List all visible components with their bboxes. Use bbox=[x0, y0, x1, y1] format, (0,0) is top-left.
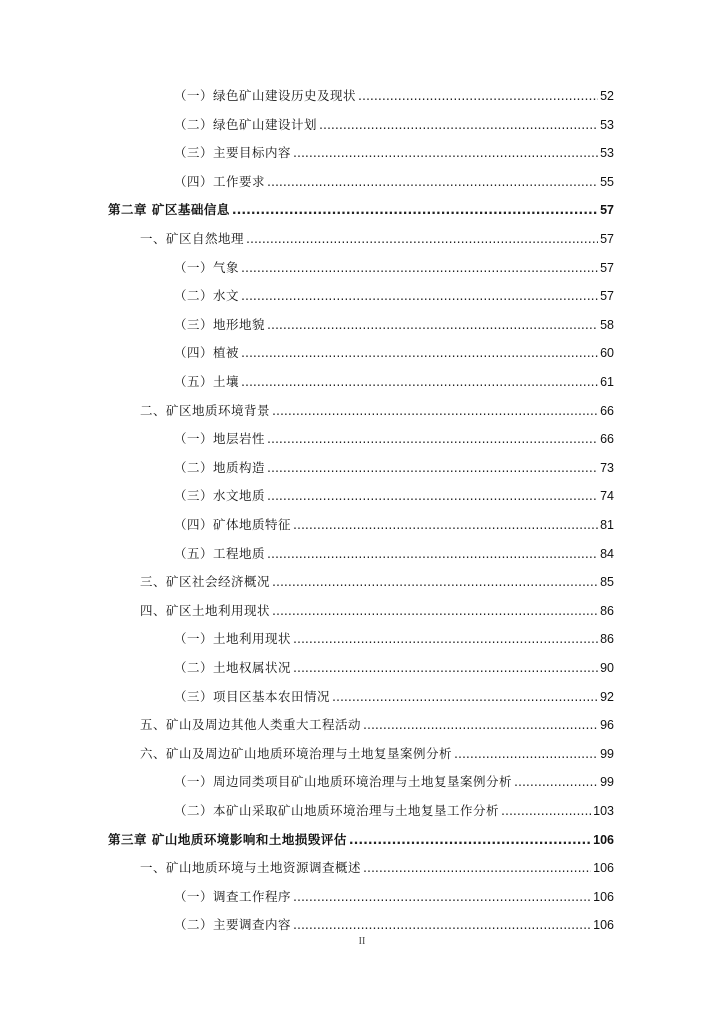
dot-leader bbox=[272, 401, 598, 421]
toc-entry-page-number: 84 bbox=[600, 546, 614, 561]
toc-entry-section[interactable] bbox=[140, 858, 614, 878]
toc-entry-title: （三）水文地质 bbox=[174, 488, 266, 504]
toc-entry-page-number: 99 bbox=[600, 775, 614, 790]
toc-entry-title: （三）地形地貌 bbox=[174, 316, 266, 332]
toc-entry-page-number: 106 bbox=[593, 918, 614, 933]
toc-entry-sub[interactable] bbox=[174, 544, 614, 564]
dot-leader bbox=[267, 172, 598, 192]
toc-entry-page-number: 60 bbox=[600, 346, 614, 361]
dot-leader bbox=[241, 343, 598, 363]
toc-entry-title: （一）周边同类项目矿山地质环境治理与土地复垦案例分析 bbox=[174, 774, 513, 790]
toc-entry-sub[interactable] bbox=[174, 343, 614, 363]
dot-leader bbox=[246, 229, 598, 249]
toc-entry-page-number: 55 bbox=[600, 174, 614, 189]
toc-entry-title: （三）主要目标内容 bbox=[174, 145, 292, 161]
toc-entry-page-number: 103 bbox=[593, 804, 614, 818]
toc-entry-page-number: 73 bbox=[600, 460, 614, 475]
dot-leader bbox=[293, 629, 598, 649]
toc-entry-sub[interactable] bbox=[174, 486, 614, 506]
toc-entry-section[interactable] bbox=[140, 229, 614, 249]
toc-entry-title: （二）地质构造 bbox=[174, 459, 266, 475]
toc-entry-page-number: 66 bbox=[600, 403, 614, 418]
toc-entry-page-number: 57 bbox=[600, 289, 614, 304]
toc-entry-title: （二）主要调查内容 bbox=[174, 917, 292, 933]
toc-entry-section[interactable] bbox=[140, 715, 614, 735]
toc-entry-page-number: 74 bbox=[600, 489, 614, 504]
toc-entry-title: 六、矿山及周边矿山地质环境治理与土地复垦案例分析 bbox=[140, 745, 453, 761]
toc-entry-page-number: 57 bbox=[600, 232, 614, 246]
toc-entry-page-number: 86 bbox=[600, 632, 614, 647]
toc-entry-chapter[interactable] bbox=[108, 830, 614, 850]
toc-entry-page-number: 90 bbox=[600, 661, 614, 675]
dot-leader bbox=[267, 315, 598, 335]
toc-entry-title: （三）项目区基本农田情况 bbox=[174, 688, 331, 704]
toc-entry-title: 四、矿区土地利用现状 bbox=[140, 602, 271, 618]
toc-entry-sub[interactable] bbox=[174, 515, 614, 535]
toc-entry-page-number: 61 bbox=[600, 375, 614, 389]
toc-entry-title: 三、矿区社会经济概况 bbox=[140, 574, 271, 590]
toc-entry-page-number: 52 bbox=[600, 89, 614, 103]
dot-leader bbox=[514, 772, 598, 792]
toc-entry-page-number: 96 bbox=[600, 718, 614, 733]
toc-entry-section[interactable] bbox=[140, 601, 614, 621]
page-number-footer: II bbox=[358, 936, 366, 947]
toc-entry-title: 第三章 矿山地质环境影响和土地损毁评估 bbox=[108, 831, 347, 847]
toc-entry-title: （一）地层岩性 bbox=[174, 431, 266, 447]
toc-entry-title: 五、矿山及周边其他人类重大工程活动 bbox=[140, 717, 362, 733]
dot-leader bbox=[267, 486, 598, 506]
toc-entry-page-number: 92 bbox=[600, 689, 614, 704]
toc-entry-page-number: 86 bbox=[600, 603, 614, 618]
toc-entry-sub[interactable] bbox=[174, 115, 614, 135]
dot-leader bbox=[272, 601, 598, 621]
dot-leader bbox=[349, 830, 591, 850]
dot-leader bbox=[293, 143, 598, 163]
toc-entry-title: 二、矿区地质环境背景 bbox=[140, 402, 271, 418]
toc-entry-title: （一）气象 bbox=[174, 259, 240, 275]
toc-entry-page-number: 106 bbox=[593, 832, 614, 847]
toc-entry-sub[interactable] bbox=[174, 629, 614, 649]
toc-entry-page-number: 57 bbox=[600, 260, 614, 275]
dot-leader bbox=[293, 915, 591, 935]
toc-entry-sub[interactable] bbox=[174, 143, 614, 163]
toc-entry-sub[interactable] bbox=[174, 286, 614, 306]
toc-entry-sub[interactable] bbox=[174, 372, 614, 392]
toc-entry-title: （四）工作要求 bbox=[174, 173, 266, 189]
toc-entry-sub[interactable] bbox=[174, 658, 614, 678]
dot-leader bbox=[293, 515, 598, 535]
toc-entry-title: （五）土壤 bbox=[174, 374, 240, 389]
toc-entry-page-number: 66 bbox=[600, 432, 614, 447]
toc-entry-section[interactable] bbox=[140, 572, 614, 592]
toc-entry-page-number: 81 bbox=[600, 518, 614, 532]
toc-entry-page-number: 106 bbox=[593, 861, 614, 876]
toc-entry-title: （一）调查工作程序 bbox=[174, 888, 292, 904]
toc-entry-sub[interactable] bbox=[174, 172, 614, 192]
toc-entry-sub[interactable] bbox=[174, 458, 614, 478]
dot-leader bbox=[232, 200, 598, 220]
dot-leader bbox=[267, 544, 598, 564]
toc-entry-page-number: 53 bbox=[600, 146, 614, 161]
toc-entry-page-number: 57 bbox=[600, 203, 614, 218]
toc-entry-page-number: 58 bbox=[600, 317, 614, 332]
toc-entry-sub[interactable] bbox=[174, 687, 614, 707]
toc-entry-sub[interactable] bbox=[174, 315, 614, 335]
toc-entry-page-number: 106 bbox=[593, 889, 614, 904]
dot-leader bbox=[267, 429, 598, 449]
toc-entry-sub[interactable] bbox=[174, 429, 614, 449]
toc-entry-page-number: 99 bbox=[600, 746, 614, 761]
toc-entry-page-number: 85 bbox=[600, 575, 614, 590]
dot-leader bbox=[267, 458, 598, 478]
dot-leader bbox=[241, 258, 598, 278]
toc-entry-sub[interactable] bbox=[174, 772, 614, 792]
dot-leader bbox=[241, 372, 598, 392]
toc-entry-chapter[interactable] bbox=[108, 200, 614, 220]
toc-entry-section[interactable] bbox=[140, 401, 614, 421]
dot-leader bbox=[363, 858, 591, 878]
dot-leader bbox=[358, 86, 598, 106]
dot-leader bbox=[501, 801, 591, 821]
dot-leader bbox=[454, 744, 598, 764]
toc-entry-title: （二）水文 bbox=[174, 288, 240, 304]
dot-leader bbox=[272, 572, 598, 592]
toc-entry-sub[interactable] bbox=[174, 86, 614, 106]
dot-leader bbox=[293, 658, 598, 678]
toc-entry-title: （二）土地权属状况 bbox=[174, 660, 292, 675]
toc-entry-title: （一）土地利用现状 bbox=[174, 631, 292, 647]
dot-leader bbox=[293, 887, 591, 907]
toc-entry-title: （二）本矿山采取矿山地质环境治理与土地复垦工作分析 bbox=[174, 803, 500, 818]
dot-leader bbox=[241, 286, 598, 306]
toc-entry-sub[interactable] bbox=[174, 801, 614, 821]
toc-entry-title: 一、矿山地质环境与土地资源调查概述 bbox=[140, 860, 362, 876]
toc-entry-sub[interactable] bbox=[174, 887, 614, 907]
toc-entry-title: （四）植被 bbox=[174, 345, 240, 361]
dot-leader bbox=[332, 687, 598, 707]
toc-entry-title: （二）绿色矿山建设计划 bbox=[174, 116, 318, 132]
toc-entry-sub[interactable] bbox=[174, 915, 614, 935]
dot-leader bbox=[319, 115, 598, 135]
dot-leader bbox=[363, 715, 598, 735]
toc-entry-title: 第二章 矿区基础信息 bbox=[108, 202, 230, 218]
toc-entry-title: （五）工程地质 bbox=[174, 545, 266, 561]
toc-entry-title: （一）绿色矿山建设历史及现状 bbox=[174, 88, 357, 103]
toc-entry-title: （四）矿体地质特征 bbox=[174, 517, 292, 532]
toc-entry-sub[interactable] bbox=[174, 258, 614, 278]
toc-entry-title: 一、矿区自然地理 bbox=[140, 231, 245, 246]
toc-entry-section[interactable] bbox=[140, 744, 614, 764]
toc-entry-page-number: 53 bbox=[600, 117, 614, 132]
